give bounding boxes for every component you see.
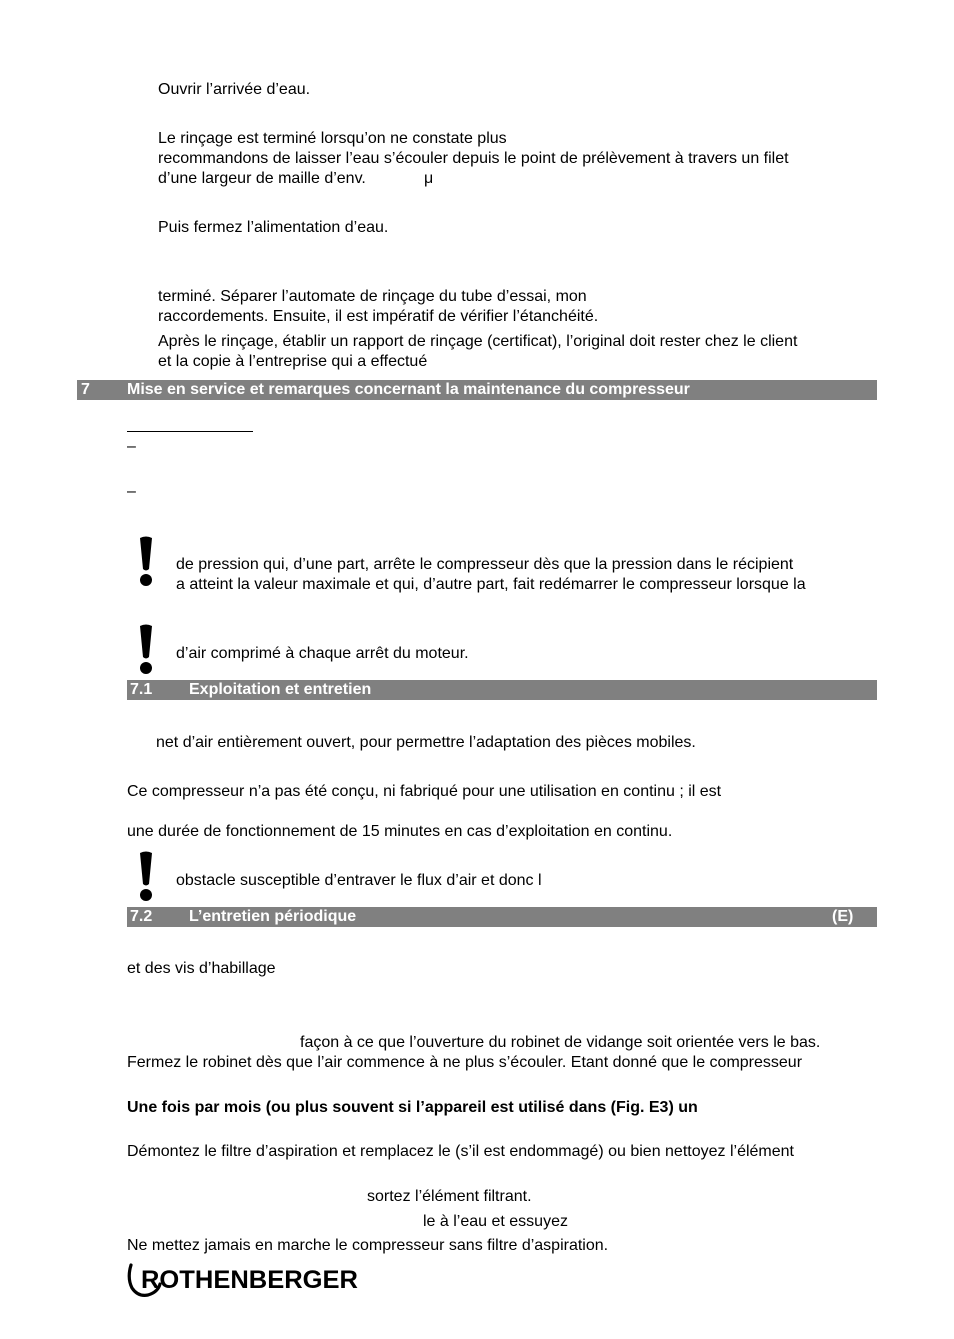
text-duration: une durée de fonctionnement de 15 minutes en cas d’exploitation en continu. (127, 823, 673, 840)
text-water-wipe: le à l’eau et essuyez (423, 1213, 568, 1230)
section-number: 7.2 (130, 908, 153, 925)
text-report-line-2: et la copie à l’entreprise qui a effectué (158, 353, 428, 370)
section-title: Mise en service et remarques concernant la maintenance du compresseur (127, 381, 690, 398)
section-heading-7-1 (127, 680, 877, 700)
section-number: 7 (81, 381, 90, 398)
text-warning-obstacle: obstacle susceptible d’entraver le flux d’air et donc l (176, 872, 542, 889)
section-title: L’entretien périodique (189, 908, 357, 925)
text-remove-element: sortez l’élément filtrant. (367, 1188, 532, 1205)
exclamation-icon (136, 535, 156, 587)
text-report-line-1: Après le rinçage, établir un rapport de rinçage (certificat), l’original doit rester chez le client (158, 333, 798, 350)
text-separate-line-2: raccordements. Ensuite, il est impératif de vérifier l’étanchéité. (158, 308, 599, 325)
text-not-continuous: Ce compresseur n’a pas été conçu, ni fabriqué pour une utilisation en continu ; il est (127, 783, 722, 800)
exclamation-icon (136, 623, 156, 675)
text-drain-line-2: Fermez le robinet dès que l’air commence à ne plus s’écouler. Etant donné que le compresseur (127, 1054, 803, 1071)
logo-text: ROTHENBERGER (141, 1266, 358, 1294)
section-heading-7 (77, 380, 877, 400)
text-close-water: Puis fermez l’alimentation d’eau. (158, 219, 389, 236)
dash-item-2: – (127, 483, 136, 500)
text-mu-symbol: μ (424, 170, 434, 187)
text-drain-line-1: façon à ce que l’ouverture du robinet de vidange soit orientée vers le bas. (300, 1034, 821, 1051)
section-title: Exploitation et entretien (189, 681, 372, 698)
section-number: 7.1 (130, 681, 153, 698)
text-filter-dismount: Démontez le filtre d’aspiration et remplacez le (s’il est endommagé) ou bien nettoyez l’élément (127, 1143, 794, 1160)
text-air-open: net d’air entièrement ouvert, pour permettre l’adaptation des pièces mobiles. (156, 734, 696, 751)
underline-rule (127, 431, 253, 432)
text-separate-line-1: terminé. Séparer l’automate de rinçage du tube d’essai, mon (158, 288, 587, 305)
exclamation-icon (136, 850, 156, 902)
text-never-start: Ne mettez jamais en marche le compresseur sans filtre d’aspiration. (127, 1237, 609, 1254)
figure-ref: (E) (832, 908, 854, 925)
text-monthly-bold: Une fois par mois (ou plus souvent si l’appareil est utilisé dans (Fig. E3) un (127, 1099, 698, 1116)
text-warning-pressure-1: de pression qui, d’une part, arrête le compresseur dès que la pression dans le récipient (176, 556, 794, 573)
text-rinse-line-1: Le rinçage est terminé lorsqu’on ne constate plus (158, 130, 507, 147)
text-warning-pressure-2: a atteint la valeur maximale et qui, d’autre part, fait redémarrer le compresseur lorsque la (176, 576, 806, 593)
text-rinse-line-2: recommandons de laisser l’eau s’écouler depuis le point de prélèvement à travers un filet (158, 150, 789, 167)
text-open-water: Ouvrir l’arrivée d’eau. (158, 81, 311, 98)
dash-item-1: – (127, 438, 136, 455)
rothenberger-logo (126, 1262, 366, 1298)
text-warning-air: d’air comprimé à chaque arrêt du moteur. (176, 645, 469, 662)
text-screws: et des vis d’habillage (127, 960, 276, 977)
section-heading-7-2 (127, 907, 877, 927)
text-rinse-line-3: d’une largeur de maille d’env. (158, 170, 366, 187)
